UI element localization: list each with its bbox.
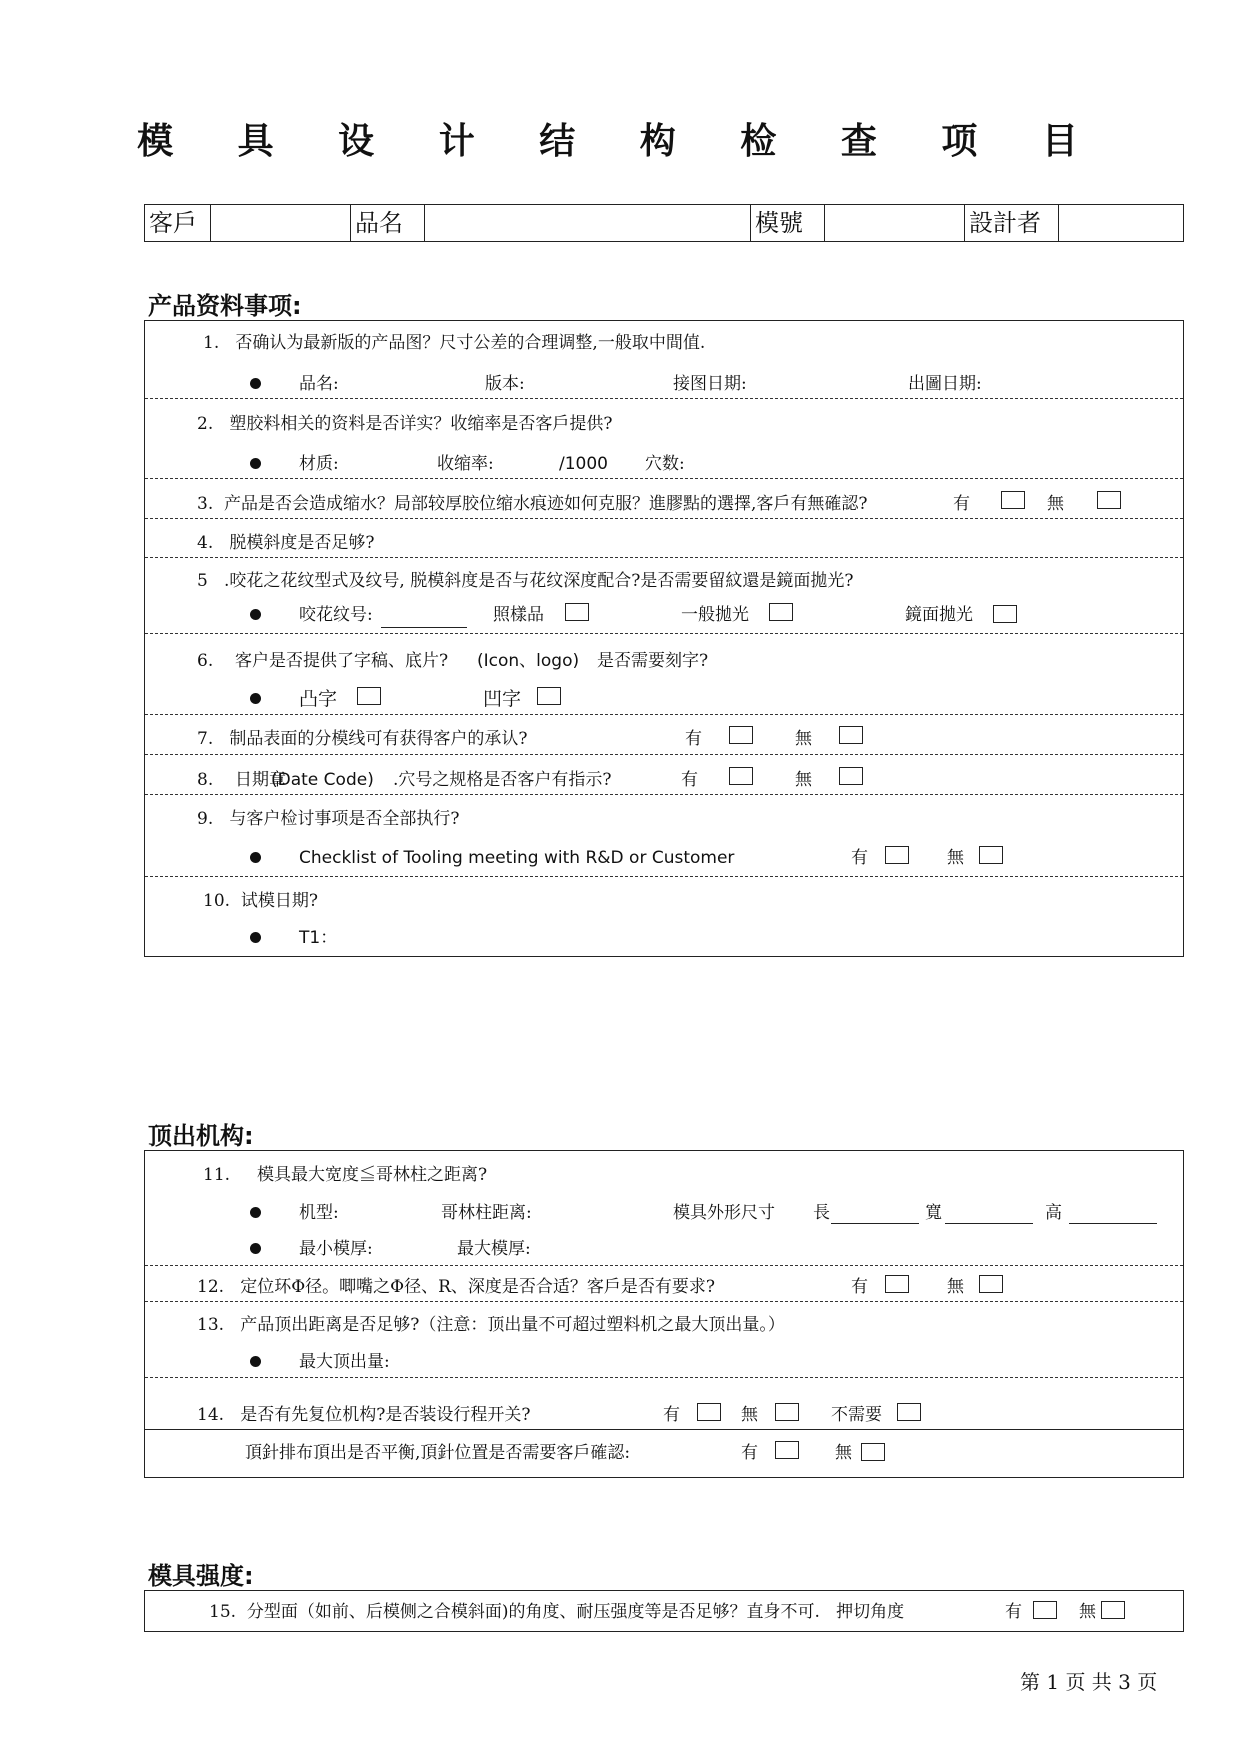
q2-material: 材质: (299, 454, 339, 474)
q6-raised-text-checkbox[interactable] (357, 687, 381, 705)
q5-texture-number: 咬花纹号: (299, 605, 373, 625)
bullet (250, 378, 261, 389)
q7-yes-label: 有 (685, 729, 702, 749)
bullet (250, 458, 261, 469)
q11-max-mold-thickness: 最大模厚: (457, 1239, 531, 1259)
page-number: 第 1 页 共 3 页 (1020, 1670, 1158, 1694)
q11-tie-bar-distance: 哥林柱距离: (441, 1203, 532, 1223)
divider (145, 754, 1183, 755)
q9-no-label: 無 (947, 848, 964, 868)
divider (145, 557, 1183, 558)
q9-yes-checkbox[interactable] (885, 846, 909, 864)
product-name-field[interactable] (425, 205, 751, 241)
divider (145, 714, 1183, 715)
q11-height-line[interactable] (1069, 1223, 1157, 1224)
bullet (250, 932, 261, 943)
question-14: 14. 是否有先复位机构?是否装设行程开关? (197, 1405, 531, 1425)
divider (145, 794, 1183, 795)
q7-no-checkbox[interactable] (839, 726, 863, 744)
q2-cavity-count: 穴数: (645, 454, 685, 474)
q14b-no-checkbox[interactable] (861, 1443, 885, 1461)
q11-min-mold-thickness: 最小模厚: (299, 1239, 373, 1259)
q7-no-label: 無 (795, 729, 812, 749)
q9-no-checkbox[interactable] (979, 846, 1003, 864)
q6-sunken-text-label: 凹字 (483, 688, 522, 710)
q14b-no-label: 無 (835, 1443, 852, 1463)
q1-version: 版本: (485, 374, 525, 394)
question-8-date-code: (Date Code) (271, 770, 374, 790)
product-checklist-box (144, 320, 1184, 957)
question-11: 11. 模具最大宽度≦哥林柱之距离? (203, 1165, 488, 1185)
strength-checklist-box (144, 1590, 1184, 1632)
q15-yes-checkbox[interactable] (1033, 1601, 1057, 1619)
bullet (250, 852, 261, 863)
q15-no-checkbox[interactable] (1101, 1601, 1125, 1619)
question-1: 1. 否确认为最新版的产品图？尺寸公差的合理调整,一般取中間值. (203, 333, 706, 353)
bullet (250, 1243, 261, 1254)
model-label: 模號 (751, 205, 825, 241)
question-6-engrave: 是否需要刻字? (597, 651, 709, 671)
customer-label: 客戶 (145, 205, 211, 241)
section-heading-ejector: 顶出机构: (148, 1122, 254, 1150)
q15-yes-label: 有 (1005, 1602, 1022, 1622)
q12-no-checkbox[interactable] (979, 1275, 1003, 1293)
q8-yes-checkbox[interactable] (729, 767, 753, 785)
question-9: 9. 与客户检讨事项是否全部执行? (197, 809, 460, 829)
q8-no-checkbox[interactable] (839, 767, 863, 785)
q14-not-needed-label: 不需要 (831, 1405, 882, 1425)
q1-issue-date: 出圖日期: (908, 374, 982, 394)
q5-general-polish-label: 一般拋光 (681, 605, 749, 625)
q9-yes-label: 有 (851, 848, 868, 868)
q11-height-label: 高 (1045, 1203, 1062, 1223)
q3-no-label: 無 (1047, 494, 1064, 514)
q15-no-label: 無 (1079, 1602, 1096, 1622)
q14b-yes-checkbox[interactable] (775, 1441, 799, 1459)
q6-raised-text-label: 凸字 (299, 688, 338, 710)
question-7: 7. 制品表面的分模线可有获得客户的承认? (197, 729, 528, 749)
q5-texture-number-line[interactable] (381, 627, 467, 628)
q5-mirror-polish-label: 鏡面拋光 (905, 605, 973, 625)
divider (145, 1265, 1183, 1266)
q12-yes-checkbox[interactable] (885, 1275, 909, 1293)
q11-length-label: 長 (813, 1203, 830, 1223)
question-15: 15. 分型面（如前、后模侧之合模斜面)的角度、耐压强度等是否足够？直身不可. 押切角度 (209, 1602, 905, 1622)
q11-width-label: 寬 (925, 1203, 942, 1223)
q2-shrink-rate: 收缩率: (437, 454, 494, 474)
q5-per-sample-label: 照樣品 (493, 605, 544, 625)
question-3: 3. 产品是否会造成缩水？局部较厚胶位缩水痕迹如何克服？進膠點的選擇,客戶有無確認? (197, 494, 868, 514)
q14-yes-label: 有 (663, 1405, 680, 1425)
q5-general-polish-checkbox[interactable] (769, 603, 793, 621)
q11-machine-type: 机型: (299, 1203, 339, 1223)
q5-mirror-polish-checkbox[interactable] (993, 605, 1017, 623)
q10-t1-label: T1： (299, 928, 338, 948)
q14-not-needed-checkbox[interactable] (897, 1403, 921, 1421)
question-8-number: 8. (197, 770, 214, 790)
question-2: 2. 塑胶料相关的资料是否详实？收缩率是否客戶提供? (197, 414, 613, 434)
q7-yes-checkbox[interactable] (729, 726, 753, 744)
divider (145, 478, 1183, 479)
q3-no-checkbox[interactable] (1097, 491, 1121, 509)
q12-yes-label: 有 (851, 1277, 868, 1297)
bullet (250, 1356, 261, 1367)
q14-no-label: 無 (741, 1405, 758, 1425)
q11-width-line[interactable] (945, 1223, 1033, 1224)
q5-per-sample-checkbox[interactable] (565, 603, 589, 621)
divider (145, 633, 1183, 634)
bullet (250, 693, 261, 704)
q13-max-ejection: 最大顶出量: (299, 1352, 390, 1372)
q3-yes-checkbox[interactable] (1001, 491, 1025, 509)
q1-product-name: 品名: (299, 374, 339, 394)
question-14b: 頂針排布頂出是否平衡,頂針位置是否需要客戶確認: (245, 1443, 631, 1463)
ejector-checklist-box (144, 1150, 1184, 1478)
bullet (250, 1207, 261, 1218)
question-8-date-stamp: 日期章 (235, 770, 286, 790)
q12-no-label: 無 (947, 1277, 964, 1297)
question-10: 10. 试模日期? (203, 891, 318, 911)
question-6-icon-logo: (Icon、logo) (477, 651, 580, 671)
q6-sunken-text-checkbox[interactable] (537, 687, 561, 705)
q11-length-line[interactable] (831, 1223, 919, 1224)
designer-label: 設計者 (965, 205, 1059, 241)
customer-field[interactable] (211, 205, 351, 241)
header-info-table (144, 204, 1184, 242)
question-4: 4. 脱模斜度是否足够? (197, 533, 375, 553)
model-field[interactable] (825, 205, 965, 241)
q9-checklist-text: Checklist of Tooling meeting with R&D or Customer (299, 848, 735, 868)
divider (145, 876, 1183, 877)
q14-no-checkbox[interactable] (775, 1403, 799, 1421)
q14-yes-checkbox[interactable] (697, 1403, 721, 1421)
q8-yes-label: 有 (681, 770, 698, 790)
divider (145, 1429, 1183, 1430)
q11-mold-dimensions: 模具外形尺寸 (673, 1203, 775, 1223)
designer-field[interactable] (1059, 205, 1183, 241)
divider (145, 1301, 1183, 1302)
question-6-number: 6. (197, 651, 214, 671)
bullet (250, 609, 261, 620)
product-name-label: 品名 (351, 205, 425, 241)
section-heading-product: 产品资料事项: (148, 292, 302, 320)
divider (145, 518, 1183, 519)
section-heading-strength: 模具强度: (148, 1562, 254, 1590)
question-5: 5 .咬花之花纹型式及纹号, 脱模斜度是否与花纹深度配合?是否需要留紋還是鏡面拋光? (197, 571, 854, 591)
q14b-yes-label: 有 (741, 1443, 758, 1463)
q2-shrink-unit: /1000 (559, 454, 608, 474)
divider (145, 1377, 1183, 1378)
question-12: 12. 定位环Φ径。唧嘴之Φ径、R、深度是否合适？客戶是否有要求? (197, 1277, 716, 1297)
question-6: 客户是否提供了字稿、底片? (235, 651, 449, 671)
question-13: 13. 产品顶出距离是否足够?（注意：顶出量不可超过塑料机之最大顶出量。） (197, 1315, 785, 1335)
question-8: .穴号之规格是否客户有指示? (393, 770, 612, 790)
q3-yes-label: 有 (953, 494, 970, 514)
q1-receive-date: 接图日期: (673, 374, 747, 394)
page-title: 模 具 设 计 结 构 检 查 项 目 (137, 121, 1104, 162)
divider (145, 398, 1183, 399)
q8-no-label: 無 (795, 770, 812, 790)
